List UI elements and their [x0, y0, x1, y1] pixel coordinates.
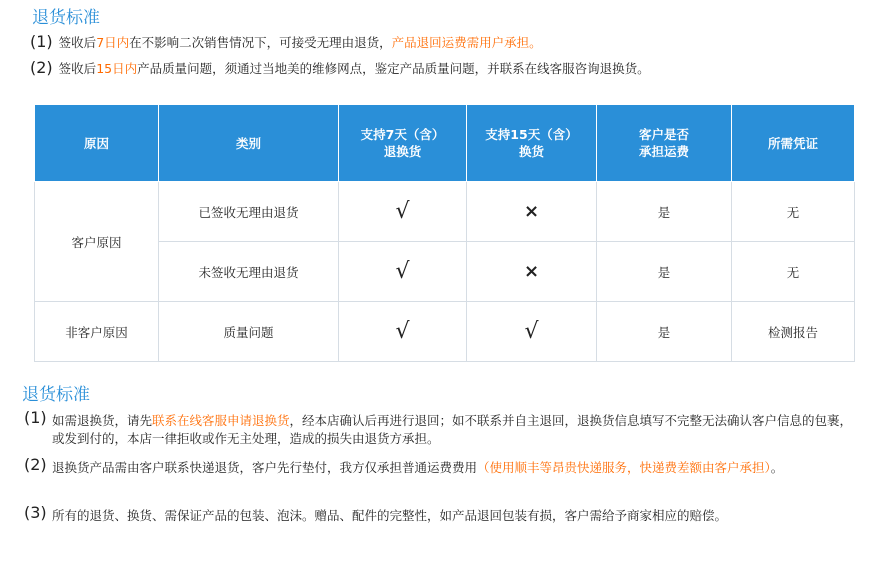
- group-non-customer-reason: 非客户原因: [35, 302, 159, 362]
- cross-icon: ×: [467, 242, 597, 302]
- cell-fee: 是: [597, 242, 732, 302]
- policy-paragraph-3: [24, 503, 864, 525]
- rule-num: (2): [30, 58, 53, 77]
- rule-highlight: 联系在线客服申请退换货: [152, 413, 290, 428]
- rule-line-1: [30, 33, 542, 52]
- header-7day: 支持7天（含） 退换货: [339, 105, 467, 182]
- cross-icon: ×: [467, 182, 597, 242]
- rule-num: (2): [24, 455, 47, 474]
- check-icon: √: [339, 182, 467, 242]
- cell-proof: 无: [732, 182, 855, 242]
- check-icon: √: [339, 302, 467, 362]
- return-policy-table: [34, 104, 855, 362]
- table-row: [35, 302, 855, 362]
- cell-fee: 是: [597, 182, 732, 242]
- rule-highlight: 7日内: [96, 35, 130, 50]
- rule-line-2: [30, 59, 650, 78]
- policy-paragraph-1: [24, 408, 864, 448]
- rule-highlight: 产品退回运费需用户承担。: [391, 35, 542, 50]
- rule-text: 退换货产品需由客户联系快递退货，客户先行垫付，我方仅承担普通运费费用: [52, 460, 478, 475]
- group-customer-reason: 客户原因: [35, 182, 159, 302]
- section2-title: 退货标准: [22, 385, 90, 405]
- header-fee: 客户是否 承担运费: [597, 105, 732, 182]
- header-proof: 所需凭证: [732, 105, 855, 182]
- cell-proof: 检测报告: [732, 302, 855, 362]
- rule-highlight: （使用顺丰等昂贵快递服务，快递费差额由客户承担）: [477, 460, 771, 475]
- cell-category: 质量问题: [159, 302, 339, 362]
- rule-text: 。: [770, 460, 784, 475]
- header-15day: 支持15天（含） 换货: [467, 105, 597, 182]
- rule-text: 在不影响二次销售情况下，可接受无理由退货，: [129, 35, 392, 50]
- policy-paragraph-2: [24, 455, 864, 477]
- rule-text: 签收后: [58, 35, 97, 50]
- check-icon: √: [339, 242, 467, 302]
- table-row: [35, 182, 855, 242]
- section1-title: 退货标准: [32, 8, 100, 28]
- cell-proof: 无: [732, 242, 855, 302]
- rule-num: (1): [24, 408, 47, 427]
- cell-category: 已签收无理由退货: [159, 182, 339, 242]
- rule-text: 产品质量问题，须通过当地美的维修网点，鉴定产品质量问题，并联系在线客服咨询退换货。: [137, 61, 650, 76]
- cell-fee: 是: [597, 302, 732, 362]
- header-category: 类别: [159, 105, 339, 182]
- header-reason: 原因: [35, 105, 159, 182]
- rule-highlight: 15日内: [96, 61, 138, 76]
- rule-text: 签收后: [58, 61, 97, 76]
- rule-num: (3): [24, 503, 47, 522]
- rule-text: ，经本店确认后再进行退回；如不联系并自主退回，退换货信息填写不完整无法确认客户信息的包裹，或发到付的，本店一律拒收或作无主处理，造成的损失由退货方承担。: [52, 413, 853, 446]
- rule-num: (1): [30, 32, 53, 51]
- check-icon: √: [467, 302, 597, 362]
- rule-text: 如需退换货，请先: [52, 413, 153, 428]
- rule-text: 所有的退货、换货、需保证产品的包装、泡沫。赠品、配件的完整性，如产品退回包装有损，客户需给予商家相应的赔偿。: [52, 508, 728, 523]
- cell-category: 未签收无理由退货: [159, 242, 339, 302]
- table-header-row: [35, 105, 855, 182]
